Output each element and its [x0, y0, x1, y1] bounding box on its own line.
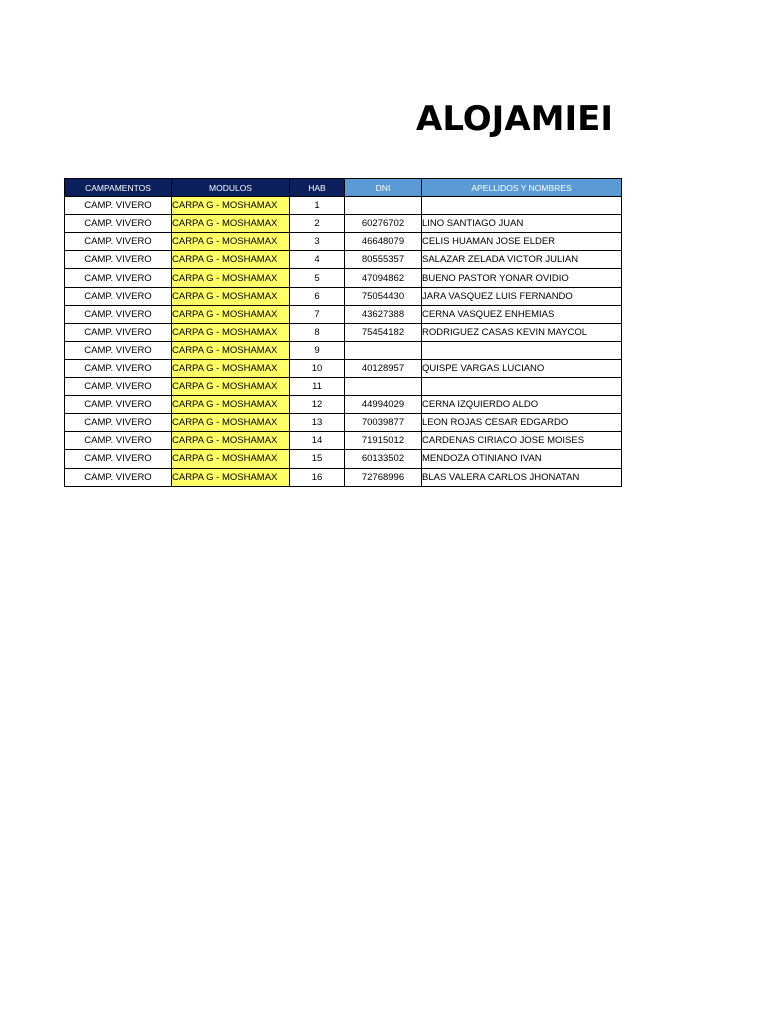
cell-hab: 7	[290, 305, 345, 323]
cell-campamento: CAMP. VIVERO	[65, 396, 172, 414]
cell-dni: 75454182	[345, 323, 422, 341]
cell-nombre: RODRIGUEZ CASAS KEVIN MAYCOL	[422, 323, 622, 341]
cell-nombre: MENDOZA OTINIANO IVAN	[422, 450, 622, 468]
cell-nombre: CERNA VASQUEZ ENHEMIAS	[422, 305, 622, 323]
cell-hab: 8	[290, 323, 345, 341]
cell-dni	[345, 341, 422, 359]
cell-nombre: BUENO PASTOR YONAR OVIDIO	[422, 269, 622, 287]
cell-hab: 13	[290, 414, 345, 432]
table-row	[65, 215, 622, 233]
cell-nombre: CELIS HUAMAN JOSE ELDER	[422, 233, 622, 251]
cell-modulo: CARPA G - MOSHAMAX	[172, 414, 290, 432]
cell-campamento: CAMP. VIVERO	[65, 450, 172, 468]
cell-hab: 4	[290, 251, 345, 269]
table-row	[65, 197, 622, 215]
cell-modulo: CARPA G - MOSHAMAX	[172, 197, 290, 215]
cell-hab: 10	[290, 359, 345, 377]
table-header-row	[65, 179, 622, 197]
cell-hab: 2	[290, 215, 345, 233]
table-row	[65, 396, 622, 414]
column-header-hab: HAB	[290, 179, 345, 197]
cell-dni: 44994029	[345, 396, 422, 414]
cell-hab: 12	[290, 396, 345, 414]
table-row	[65, 287, 622, 305]
cell-modulo: CARPA G - MOSHAMAX	[172, 269, 290, 287]
cell-dni: 71915012	[345, 432, 422, 450]
column-header-modulos: MODULOS	[172, 179, 290, 197]
cell-modulo: CARPA G - MOSHAMAX	[172, 432, 290, 450]
table-row	[65, 468, 622, 486]
cell-nombre	[422, 197, 622, 215]
page-title-area	[400, 96, 622, 146]
cell-nombre: LINO SANTIAGO JUAN	[422, 215, 622, 233]
cell-campamento: CAMP. VIVERO	[65, 468, 172, 486]
cell-dni: 70039877	[345, 414, 422, 432]
cell-hab: 3	[290, 233, 345, 251]
cell-hab: 16	[290, 468, 345, 486]
cell-campamento: CAMP. VIVERO	[65, 341, 172, 359]
table-row	[65, 359, 622, 377]
cell-modulo: CARPA G - MOSHAMAX	[172, 305, 290, 323]
table-row	[65, 432, 622, 450]
cell-dni: 43627388	[345, 305, 422, 323]
cell-campamento: CAMP. VIVERO	[65, 305, 172, 323]
table-row	[65, 323, 622, 341]
cell-campamento: CAMP. VIVERO	[65, 251, 172, 269]
table-row	[65, 251, 622, 269]
cell-modulo: CARPA G - MOSHAMAX	[172, 450, 290, 468]
cell-dni: 40128957	[345, 359, 422, 377]
cell-campamento: CAMP. VIVERO	[65, 215, 172, 233]
cell-nombre: SALAZAR ZELADA VICTOR JULIAN	[422, 251, 622, 269]
table-row	[65, 269, 622, 287]
cell-dni	[345, 197, 422, 215]
cell-campamento: CAMP. VIVERO	[65, 233, 172, 251]
cell-modulo: CARPA G - MOSHAMAX	[172, 233, 290, 251]
table-row	[65, 378, 622, 396]
cell-dni: 80555357	[345, 251, 422, 269]
cell-modulo: CARPA G - MOSHAMAX	[172, 215, 290, 233]
table-row	[65, 414, 622, 432]
cell-nombre: CARDENAS CIRIACO JOSE MOISES	[422, 432, 622, 450]
cell-hab: 9	[290, 341, 345, 359]
table-row	[65, 450, 622, 468]
cell-nombre: QUISPE VARGAS LUCIANO	[422, 359, 622, 377]
cell-dni: 75054430	[345, 287, 422, 305]
cell-modulo: CARPA G - MOSHAMAX	[172, 396, 290, 414]
cell-campamento: CAMP. VIVERO	[65, 378, 172, 396]
cell-modulo: CARPA G - MOSHAMAX	[172, 359, 290, 377]
cell-nombre: BLAS VALERA CARLOS JHONATAN	[422, 468, 622, 486]
cell-nombre: JARA VASQUEZ LUIS FERNANDO	[422, 287, 622, 305]
cell-hab: 1	[290, 197, 345, 215]
cell-campamento: CAMP. VIVERO	[65, 432, 172, 450]
column-header-campamentos: CAMPAMENTOS	[65, 179, 172, 197]
cell-dni: 46648079	[345, 233, 422, 251]
table-row	[65, 233, 622, 251]
cell-campamento: CAMP. VIVERO	[65, 359, 172, 377]
column-header-dni: DNI	[345, 179, 422, 197]
cell-modulo: CARPA G - MOSHAMAX	[172, 287, 290, 305]
column-header-apellidos-nombres: APELLIDOS Y NOMBRES	[422, 179, 622, 197]
cell-hab: 11	[290, 378, 345, 396]
cell-dni: 47094862	[345, 269, 422, 287]
lodging-table	[64, 178, 622, 487]
page-title: ALOJAMIEI	[416, 99, 613, 139]
cell-campamento: CAMP. VIVERO	[65, 269, 172, 287]
cell-hab: 6	[290, 287, 345, 305]
cell-modulo: CARPA G - MOSHAMAX	[172, 468, 290, 486]
cell-campamento: CAMP. VIVERO	[65, 323, 172, 341]
cell-hab: 5	[290, 269, 345, 287]
cell-campamento: CAMP. VIVERO	[65, 414, 172, 432]
cell-nombre	[422, 378, 622, 396]
cell-dni: 72768996	[345, 468, 422, 486]
cell-nombre: LEON ROJAS CESAR EDGARDO	[422, 414, 622, 432]
cell-dni	[345, 378, 422, 396]
cell-hab: 15	[290, 450, 345, 468]
cell-modulo: CARPA G - MOSHAMAX	[172, 323, 290, 341]
table-row	[65, 305, 622, 323]
cell-campamento: CAMP. VIVERO	[65, 197, 172, 215]
cell-nombre: CERNA IZQUIERDO ALDO	[422, 396, 622, 414]
cell-hab: 14	[290, 432, 345, 450]
cell-dni: 60276702	[345, 215, 422, 233]
cell-campamento: CAMP. VIVERO	[65, 287, 172, 305]
cell-modulo: CARPA G - MOSHAMAX	[172, 341, 290, 359]
cell-modulo: CARPA G - MOSHAMAX	[172, 251, 290, 269]
cell-dni: 60133502	[345, 450, 422, 468]
cell-nombre	[422, 341, 622, 359]
table-row	[65, 341, 622, 359]
cell-modulo: CARPA G - MOSHAMAX	[172, 378, 290, 396]
